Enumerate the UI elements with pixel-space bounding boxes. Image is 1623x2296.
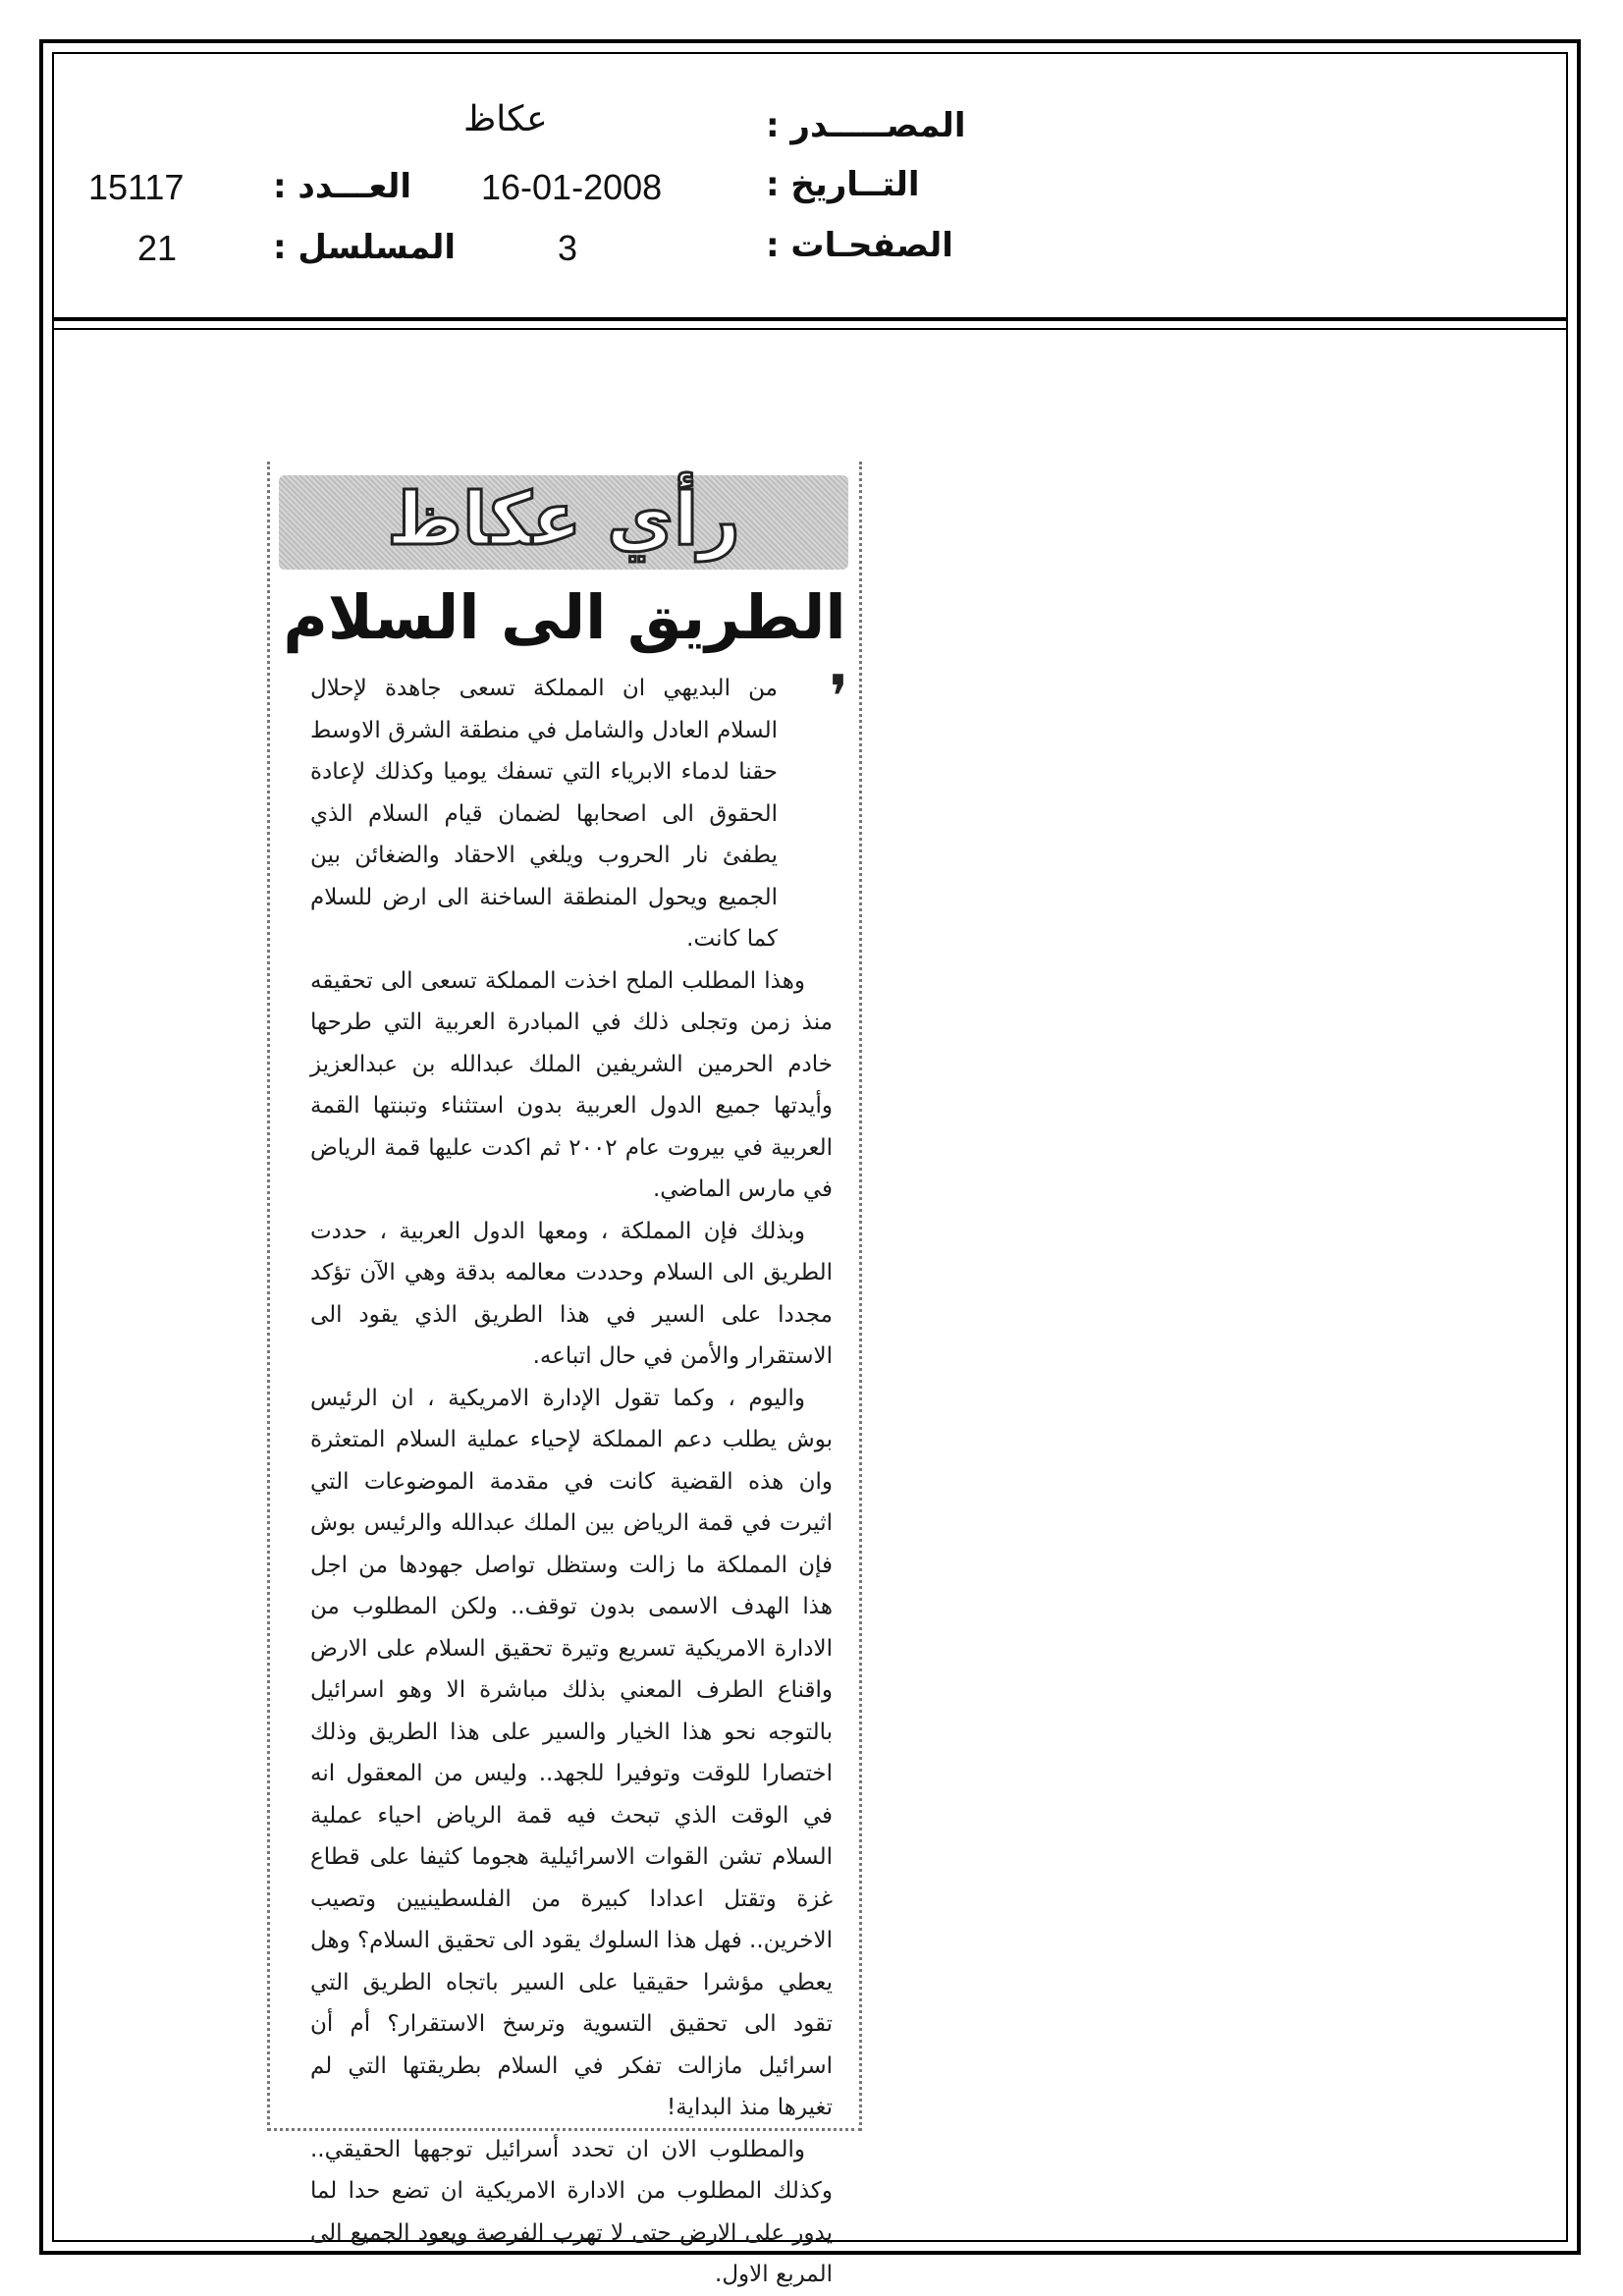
- article-headline: الطريق الى السلام: [283, 581, 846, 653]
- date-value: 16-01-2008: [481, 167, 663, 207]
- serial-label: المسلسل :: [273, 228, 457, 267]
- article-paragraph: والمطلوب الان ان تحدد أسرائيل توجهها الحقيقي.. وكذلك المطلوب من الادارة الامريكية ان تضع حدا لما يدور على الارض حتى لا تهرب الفرصة ويعود الجميع الى المربع الاول.: [310, 2136, 833, 2287]
- source-value: عكاظ: [463, 98, 548, 138]
- issue-value: 15117: [88, 167, 185, 207]
- opening-quote-icon: ❜: [829, 663, 848, 732]
- article-paragraph: وبذلك فإن المملكة ، ومعها الدول العربية ، حددت الطريق الى السلام وحددت معالمه بدقة وهي الآن تؤكد مجددا على السير في هذا الطريق الذي يقود الى الاستقرار والأمن في حال اتباعه.: [310, 1218, 833, 1369]
- header-divider: [52, 317, 1568, 321]
- pages-value: 3: [558, 228, 578, 268]
- clipping-right-edge: [859, 462, 862, 2131]
- newspaper-clipping: [267, 462, 862, 2287]
- column-masthead: [279, 475, 848, 570]
- masthead-title: رأي عكاظ: [387, 477, 740, 562]
- serial-value: 21: [137, 228, 178, 268]
- article-paragraph: واليوم ، وكما تقول الإدارة الامريكية ، ان الرئيس بوش يطلب دعم المملكة لإحياء عملية السلام المتعثرة وان هذه القضية كانت في مقدمة الموضوعات التي اثيرت في قمة الرياض بين الملك عبدالله والرئيس بوش فإن المملكة ما زالت وستظل تواصل جهودها من اجل هذا الهدف الاسمى بدون توقف.. ولكن المطلوب من الادارة الامريكية تسريع وتيرة تحقيق السلام على الارض واقناع الطرف المعني بذلك مباشرة الا وهو اسرائيل بالتوجه نحو هذا الخيار والسير على هذا الطريق وذلك اختصارا للوقت وتوفيرا للجهد.. وليس من المعقول انه في الوقت الذي تبحث فيه قمة الرياض احياء عملية السلام تشن القوات الاسرائيلية هجوما كثيفا على قطاع غزة وتقتل اعدادا كبيرة من الفلسطينيين وتصيب الاخرين.. فهل هذا السلوك يقود الى تحقيق السلام؟ وهل يعطي مؤشرا حقيقيا على السير باتجاه الطريق التي تقود الى تحقيق التسوية وترسخ الاستقرار؟ أم أن اسرائيل مازالت تفكر في السلام بطريقتها التي لم تغيرها منذ البداية!: [310, 1385, 833, 2120]
- article-body: [310, 668, 833, 2296]
- pages-label: الصفحـات :: [766, 226, 953, 265]
- clipping-left-edge: [267, 462, 270, 2131]
- source-label: المصـــــدر :: [766, 106, 966, 145]
- header-divider-thin: [52, 328, 1568, 330]
- article-paragraph: من البديهي ان المملكة تسعى جاهدة لإحلال السلام العادل والشامل في منطقة الشرق الاوسط حقنا لدماء الابرياء التي تسفك يوميا وكذلك لإعادة الحقوق الى اصحابها لضمان قيام السلام الذي يطفئ نار الحروب ويلغي الاحقاد والضغائن بين الجميع ويحول المنطقة الساخنة الى ارض للسلام كما كانت.: [310, 676, 778, 952]
- date-label: التــاريخ :: [766, 165, 920, 204]
- issue-label: العـــدد :: [273, 167, 411, 206]
- article-paragraph: وهذا المطلب الملح اخذت المملكة تسعى الى تحقيقه منذ زمن وتجلى ذلك في المبادرة العربية التي طرحها خادم الحرمين الشريفين الملك عبدالله بن عبدالعزيز وأيدتها جميع الدول العربية بدون استثناء وتبنتها القمة العربية في بيروت عام ٢٠٠٢ ثم اكدت عليها قمة الرياض في مارس الماضي.: [310, 967, 833, 1202]
